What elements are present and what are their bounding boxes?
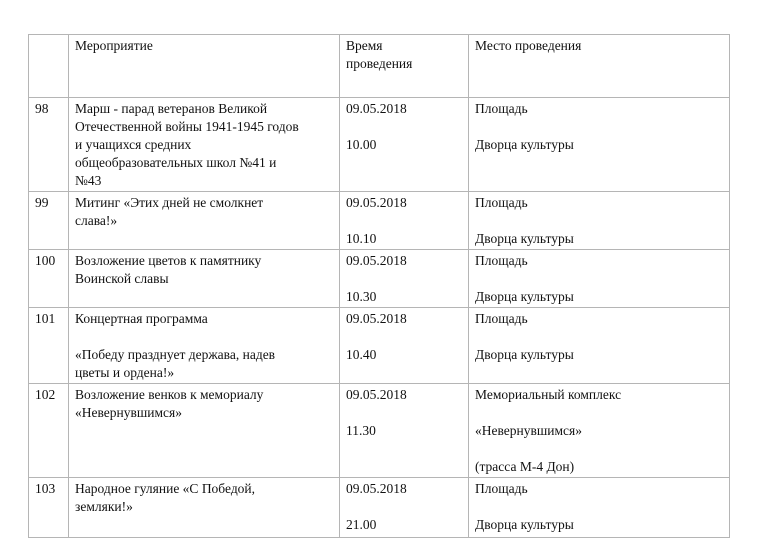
spacer	[346, 328, 463, 346]
row-number: 98	[29, 98, 69, 192]
header-place	[469, 35, 730, 98]
time-cell	[340, 250, 469, 308]
spacer	[475, 270, 724, 288]
place-line: Мемориальный комплекс	[475, 387, 622, 402]
events-table	[28, 34, 730, 538]
header-num	[29, 35, 69, 98]
spacer	[346, 498, 463, 516]
place-line: Дворца культуры	[475, 289, 574, 304]
event-date: 09.05.2018	[346, 387, 407, 402]
table-row	[29, 384, 730, 478]
event-time: 10.30	[346, 289, 377, 304]
event-line: земляки!»	[75, 499, 133, 514]
place-line: Площадь	[475, 253, 528, 268]
event-cell	[69, 384, 340, 478]
event-time: 10.40	[346, 347, 377, 362]
header-place-label: Место проведения	[475, 38, 582, 53]
spacer	[346, 118, 463, 136]
header-time-label-1: Время	[346, 38, 383, 53]
place-cell	[469, 250, 730, 308]
place-line: Площадь	[475, 311, 528, 326]
time-cell	[340, 478, 469, 538]
header-event-label: Мероприятие	[75, 38, 153, 53]
row-number: 101	[29, 308, 69, 384]
time-cell	[340, 308, 469, 384]
table-row	[29, 98, 730, 192]
event-cell	[69, 98, 340, 192]
row-number: 100	[29, 250, 69, 308]
row-number: 99	[29, 192, 69, 250]
spacer	[475, 328, 724, 346]
event-line: цветы и ордена!»	[75, 365, 175, 380]
event-line: Возложение венков к мемориалу	[75, 387, 264, 402]
event-line: Народное гуляние «С Победой,	[75, 481, 256, 496]
row-number: 102	[29, 384, 69, 478]
row-number: 103	[29, 478, 69, 538]
event-line: №43	[75, 173, 102, 188]
event-line: Возложение цветов к памятнику	[75, 253, 262, 268]
event-time: 11.30	[346, 423, 376, 438]
event-date: 09.05.2018	[346, 195, 407, 210]
place-line: Дворца культуры	[475, 137, 574, 152]
header-time	[340, 35, 469, 98]
event-date: 09.05.2018	[346, 253, 407, 268]
event-cell	[69, 250, 340, 308]
spacer	[475, 440, 724, 458]
header-event	[69, 35, 340, 98]
spacer	[346, 404, 463, 422]
event-time: 21.00	[346, 517, 377, 532]
place-cell	[469, 478, 730, 538]
event-date: 09.05.2018	[346, 481, 407, 496]
place-line: Площадь	[475, 195, 528, 210]
event-line: Отечественной войны 1941-1945 годов	[75, 119, 299, 134]
place-line: «Невернувшимся»	[475, 423, 582, 438]
event-line: Воинской славы	[75, 271, 169, 286]
event-line: слава!»	[75, 213, 118, 228]
event-time: 10.10	[346, 231, 377, 246]
spacer	[75, 328, 334, 346]
place-line: Дворца культуры	[475, 231, 574, 246]
table-row	[29, 308, 730, 384]
place-cell	[469, 308, 730, 384]
time-cell	[340, 192, 469, 250]
spacer	[475, 118, 724, 136]
header-time-label-2: проведения	[346, 56, 413, 71]
spacer	[475, 404, 724, 422]
place-line: Площадь	[475, 481, 528, 496]
place-line: Дворца культуры	[475, 347, 574, 362]
place-line: (трасса М-4 Дон)	[475, 459, 575, 474]
place-line: Площадь	[475, 101, 528, 116]
event-cell	[69, 478, 340, 538]
event-time: 10.00	[346, 137, 377, 152]
event-cell	[69, 192, 340, 250]
spacer	[475, 498, 724, 516]
event-cell	[69, 308, 340, 384]
event-line: и учащихся средних	[75, 137, 192, 152]
event-line: Митинг «Этих дней не смолкнет	[75, 195, 264, 210]
place-cell	[469, 192, 730, 250]
event-date: 09.05.2018	[346, 311, 407, 326]
event-line: Концертная программа	[75, 311, 208, 326]
place-cell	[469, 98, 730, 192]
event-line: Марш - парад ветеранов Великой	[75, 101, 268, 116]
spacer	[346, 212, 463, 230]
place-cell	[469, 384, 730, 478]
table-header-row	[29, 35, 730, 98]
table-row	[29, 250, 730, 308]
time-cell	[340, 384, 469, 478]
spacer	[346, 270, 463, 288]
place-line: Дворца культуры	[475, 517, 574, 532]
event-date: 09.05.2018	[346, 101, 407, 116]
time-cell	[340, 98, 469, 192]
table-row	[29, 478, 730, 538]
event-line: «Невернувшимся»	[75, 405, 182, 420]
table-row	[29, 192, 730, 250]
event-line: «Победу празднует держава, надев	[75, 347, 276, 362]
event-line: общеобразовательных школ №41 и	[75, 155, 277, 170]
spacer	[475, 212, 724, 230]
